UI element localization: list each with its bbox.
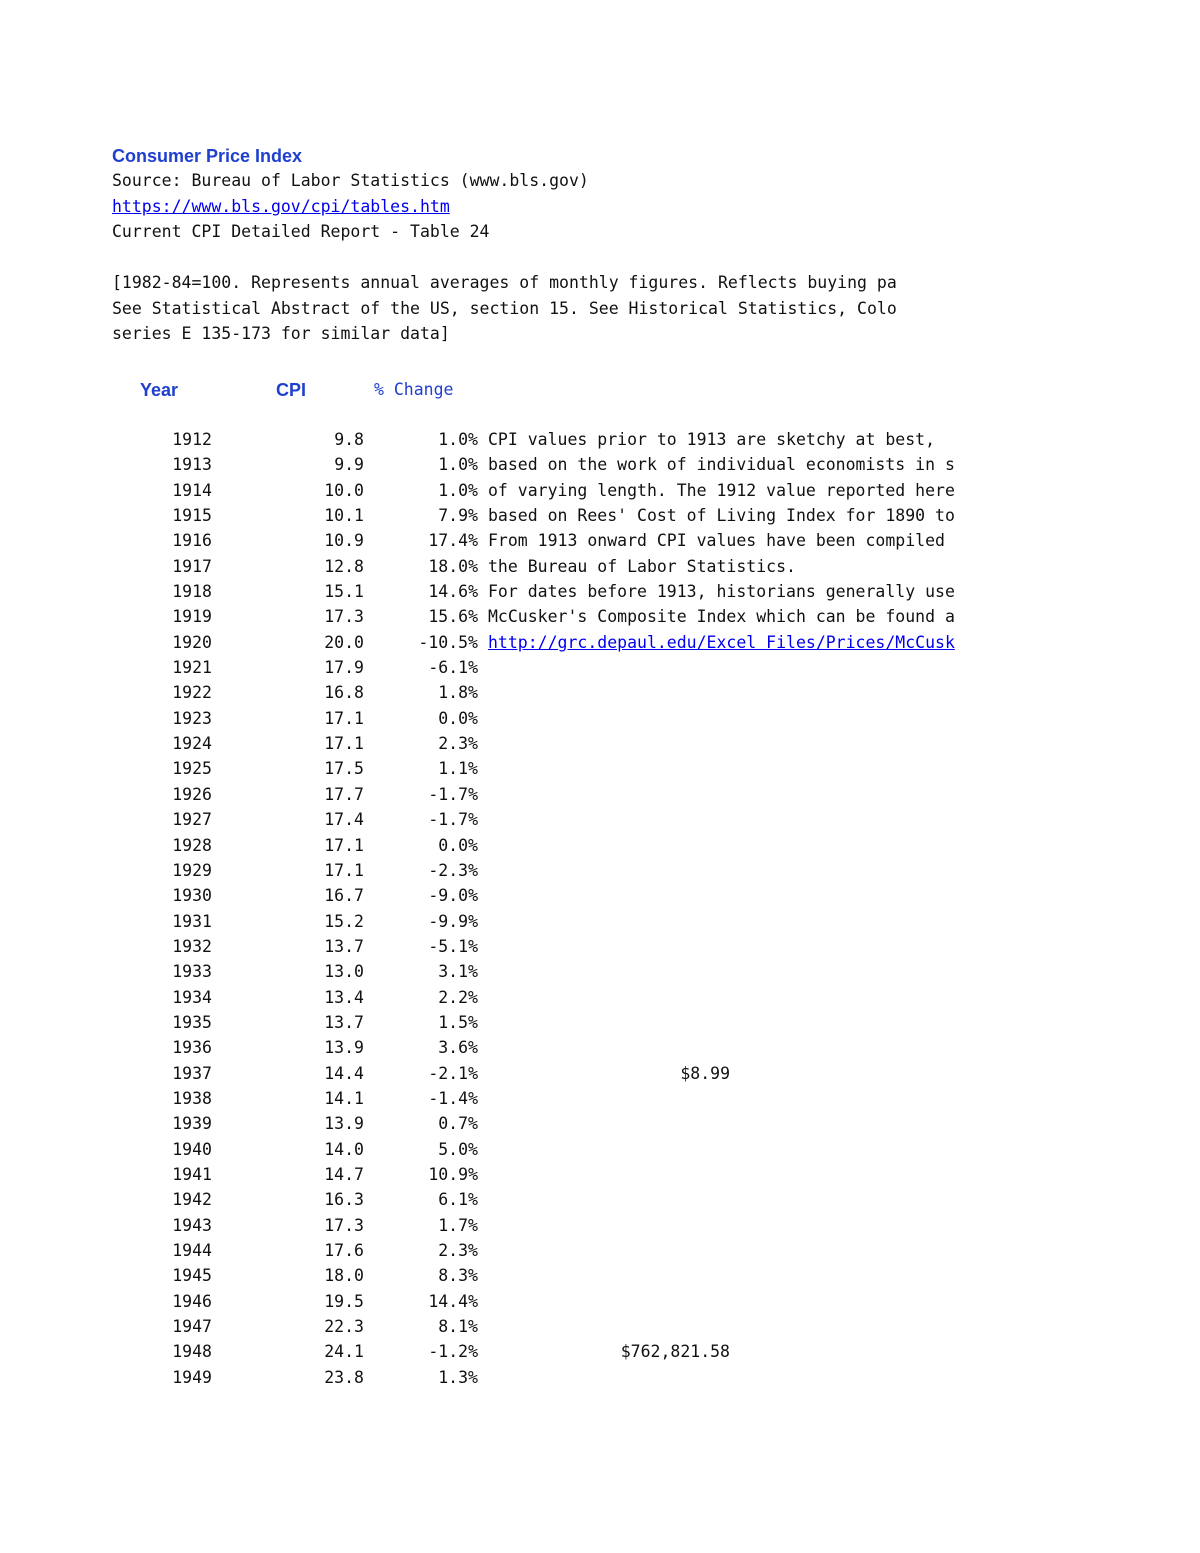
- table-row: [112, 1213, 1036, 1238]
- cpi-cell: 13.7: [324, 1012, 364, 1032]
- year-cell: 1926: [172, 784, 212, 804]
- report-line: Current CPI Detailed Report - Table 24: [112, 222, 490, 241]
- change-cell: 1.1%: [438, 759, 478, 779]
- table-header: [112, 377, 1036, 403]
- change-cell: -2.3%: [428, 860, 478, 880]
- amount-cell: $8.99: [680, 1063, 730, 1083]
- year-cell: 1922: [172, 683, 212, 703]
- change-cell: 8.3%: [438, 1266, 478, 1286]
- cpi-cell: 17.3: [324, 607, 364, 627]
- change-cell: 1.0%: [438, 455, 478, 475]
- table-row: [112, 959, 1036, 984]
- change-cell: 0.7%: [438, 1114, 478, 1134]
- cpi-cell: 17.1: [324, 860, 364, 880]
- table-row: [112, 1365, 1036, 1390]
- cpi-cell: 13.9: [324, 1038, 364, 1058]
- cpi-cell: 10.0: [324, 480, 364, 500]
- year-cell: 1918: [172, 582, 212, 602]
- table-row: [112, 655, 1036, 680]
- change-cell: -1.2%: [428, 1342, 478, 1362]
- table-row: [112, 478, 1036, 503]
- change-cell: 1.7%: [438, 1215, 478, 1235]
- note-cell: based on Rees' Cost of Living Index for 1890 to: [488, 506, 955, 526]
- change-cell: 1.0%: [438, 480, 478, 500]
- table-row: [112, 934, 1036, 959]
- cpi-cell: 15.2: [324, 911, 364, 931]
- cpi-cell: 13.7: [324, 936, 364, 956]
- column-header-year: Year: [140, 380, 179, 400]
- cpi-cell: 17.7: [324, 784, 364, 804]
- table-row: [112, 731, 1036, 756]
- table-row: [112, 1137, 1036, 1162]
- cpi-cell: 13.4: [324, 987, 364, 1007]
- cpi-cell: 24.1: [324, 1342, 364, 1362]
- table-row: [112, 1162, 1036, 1187]
- table-row: [112, 554, 1036, 579]
- cpi-cell: 17.4: [324, 810, 364, 830]
- change-cell: 1.8%: [438, 683, 478, 703]
- mccusker-link[interactable]: http://grc.depaul.edu/Excel Files/Prices/McCusk: [488, 632, 955, 652]
- year-cell: 1937: [172, 1063, 212, 1083]
- year-cell: 1941: [172, 1164, 212, 1184]
- cpi-cell: 17.5: [324, 759, 364, 779]
- year-cell: 1943: [172, 1215, 212, 1235]
- change-cell: 10.9%: [428, 1164, 478, 1184]
- source-url-link[interactable]: https://www.bls.gov/cpi/tables.htm: [112, 196, 450, 216]
- change-cell: -1.7%: [428, 784, 478, 804]
- year-cell: 1949: [172, 1367, 212, 1387]
- document-title: Consumer Price Index: [112, 146, 303, 166]
- table-row: [112, 706, 1036, 731]
- year-cell: 1924: [172, 734, 212, 754]
- year-cell: 1932: [172, 936, 212, 956]
- cpi-cell: 13.9: [324, 1114, 364, 1134]
- table-row: [112, 1035, 1036, 1060]
- cpi-cell: 22.3: [324, 1317, 364, 1337]
- change-cell: 2.3%: [438, 734, 478, 754]
- table-row: [112, 883, 1036, 908]
- cpi-cell: 9.8: [334, 430, 364, 449]
- year-cell: 1913: [172, 455, 212, 475]
- change-cell: 18.0%: [428, 556, 478, 576]
- cpi-cell: 14.0: [324, 1139, 364, 1159]
- year-cell: 1917: [172, 556, 212, 576]
- cpi-cell: 15.1: [324, 582, 364, 602]
- change-cell: -5.1%: [428, 936, 478, 956]
- table-row: [112, 528, 1036, 553]
- cpi-cell: 16.7: [324, 886, 364, 906]
- cpi-cell: 10.1: [324, 506, 364, 526]
- table-row: [112, 604, 1036, 629]
- cpi-cell: 12.8: [324, 556, 364, 576]
- table-row: [112, 1263, 1036, 1288]
- change-cell: -1.7%: [428, 810, 478, 830]
- year-cell: 1931: [172, 911, 212, 931]
- change-cell: 0.0%: [438, 708, 478, 728]
- year-cell: 1915: [172, 506, 212, 526]
- cpi-cell: 14.4: [324, 1063, 364, 1083]
- year-cell: 1921: [172, 658, 212, 678]
- year-cell: 1930: [172, 886, 212, 906]
- cpi-cell: 17.1: [324, 734, 364, 754]
- year-cell: 1935: [172, 1012, 212, 1032]
- year-cell: 1946: [172, 1291, 212, 1311]
- column-header-cpi: CPI: [276, 380, 307, 400]
- change-cell: 3.1%: [438, 962, 478, 982]
- year-cell: 1939: [172, 1114, 212, 1134]
- cpi-cell: 16.3: [324, 1190, 364, 1210]
- note-line-1: [1982-84=100. Represents annual averages of monthly figures. Reflects buying pa: [112, 273, 897, 292]
- note-cell: McCusker's Composite Index which can be found a: [488, 607, 955, 627]
- table-row: [112, 1010, 1036, 1035]
- change-cell: 2.3%: [438, 1241, 478, 1260]
- change-cell: 6.1%: [438, 1190, 478, 1210]
- table-row: [112, 503, 1036, 528]
- table-row: [112, 630, 1036, 655]
- table-row: [112, 1086, 1036, 1111]
- cpi-cell: 23.8: [324, 1367, 364, 1387]
- change-cell: 14.4%: [428, 1291, 478, 1311]
- year-cell: 1923: [172, 708, 212, 728]
- change-cell: 8.1%: [438, 1317, 478, 1337]
- cpi-cell: 14.7: [324, 1164, 364, 1184]
- change-cell: 15.6%: [428, 607, 478, 627]
- year-cell: 1936: [172, 1038, 212, 1058]
- year-cell: 1938: [172, 1088, 212, 1108]
- change-cell: -6.1%: [428, 658, 478, 678]
- table-row: [112, 680, 1036, 705]
- year-cell: 1927: [172, 810, 212, 830]
- change-cell: 17.4%: [428, 531, 478, 551]
- source-line: Source: Bureau of Labor Statistics (www.bls.gov): [112, 171, 589, 190]
- change-cell: -10.5%: [418, 632, 478, 652]
- table-row: [112, 807, 1036, 832]
- year-cell: 1940: [172, 1139, 212, 1159]
- cpi-cell: 18.0: [324, 1266, 364, 1286]
- table-row: [112, 1314, 1036, 1339]
- note-line-2: See Statistical Abstract of the US, section 15. See Historical Statistics, Colo: [112, 298, 897, 318]
- table-row: [112, 452, 1036, 477]
- year-cell: 1929: [172, 860, 212, 880]
- table-row: [112, 1339, 1036, 1364]
- note-cell: From 1913 onward CPI values have been compiled: [488, 531, 945, 551]
- table-row: [112, 427, 1036, 452]
- year-cell: 1942: [172, 1190, 212, 1210]
- year-cell: 1945: [172, 1266, 212, 1286]
- table-row: [112, 1061, 1036, 1086]
- note-cell: based on the work of individual economists in s: [488, 455, 955, 475]
- table-row: [112, 909, 1036, 934]
- table-row: [112, 858, 1036, 883]
- note-cell: CPI values prior to 1913 are sketchy at best,: [488, 430, 936, 449]
- cpi-cell: 17.1: [324, 835, 364, 855]
- table-row: [112, 985, 1036, 1010]
- table-row: [112, 1289, 1036, 1314]
- year-cell: 1944: [172, 1241, 212, 1260]
- change-cell: 0.0%: [438, 835, 478, 855]
- cpi-cell: 13.0: [324, 962, 364, 982]
- note-cell: the Bureau of Labor Statistics.: [488, 556, 796, 576]
- table-row: [112, 756, 1036, 781]
- cpi-cell: 16.8: [324, 683, 364, 703]
- column-header-change: % Change: [374, 380, 454, 399]
- year-cell: 1914: [172, 480, 212, 500]
- year-cell: 1925: [172, 759, 212, 779]
- cpi-cell: 14.1: [324, 1088, 364, 1108]
- table-row: [112, 579, 1036, 604]
- year-cell: 1933: [172, 962, 212, 982]
- change-cell: 3.6%: [438, 1038, 478, 1058]
- change-cell: 5.0%: [438, 1139, 478, 1159]
- table-row: [112, 782, 1036, 807]
- year-cell: 1916: [172, 531, 212, 551]
- cpi-cell: 9.9: [334, 455, 364, 475]
- note-cell: For dates before 1913, historians generally use: [488, 582, 955, 602]
- year-cell: 1947: [172, 1317, 212, 1337]
- document-page: [112, 144, 1036, 1390]
- cpi-table-body: [112, 427, 1036, 1390]
- note-cell: of varying length. The 1912 value reported here: [488, 480, 955, 500]
- cpi-cell: 17.9: [324, 658, 364, 678]
- note-line-3: series E 135-173 for similar data]: [112, 324, 450, 343]
- table-row: [112, 833, 1036, 858]
- change-cell: 1.0%: [438, 430, 478, 449]
- year-cell: 1934: [172, 987, 212, 1007]
- cpi-cell: 17.3: [324, 1215, 364, 1235]
- table-row: [112, 1187, 1036, 1212]
- year-cell: 1920: [172, 632, 212, 652]
- change-cell: 7.9%: [438, 506, 478, 526]
- cpi-cell: 19.5: [324, 1291, 364, 1311]
- change-cell: -9.9%: [428, 911, 478, 931]
- change-cell: 14.6%: [428, 582, 478, 602]
- change-cell: -1.4%: [428, 1088, 478, 1108]
- year-cell: 1928: [172, 835, 212, 855]
- cpi-cell: 10.9: [324, 531, 364, 551]
- change-cell: -9.0%: [428, 886, 478, 906]
- year-cell: 1912: [172, 430, 212, 449]
- change-cell: 1.5%: [438, 1012, 478, 1032]
- table-row: [112, 1238, 1036, 1263]
- cpi-cell: 17.1: [324, 708, 364, 728]
- change-cell: -2.1%: [428, 1063, 478, 1083]
- table-row: [112, 1111, 1036, 1136]
- cpi-cell: 17.6: [324, 1241, 364, 1260]
- amount-cell: $762,821.58: [620, 1342, 730, 1362]
- cpi-cell: 20.0: [324, 632, 364, 652]
- year-cell: 1919: [172, 607, 212, 627]
- change-cell: 2.2%: [438, 987, 478, 1007]
- year-cell: 1948: [172, 1342, 212, 1362]
- change-cell: 1.3%: [438, 1367, 478, 1387]
